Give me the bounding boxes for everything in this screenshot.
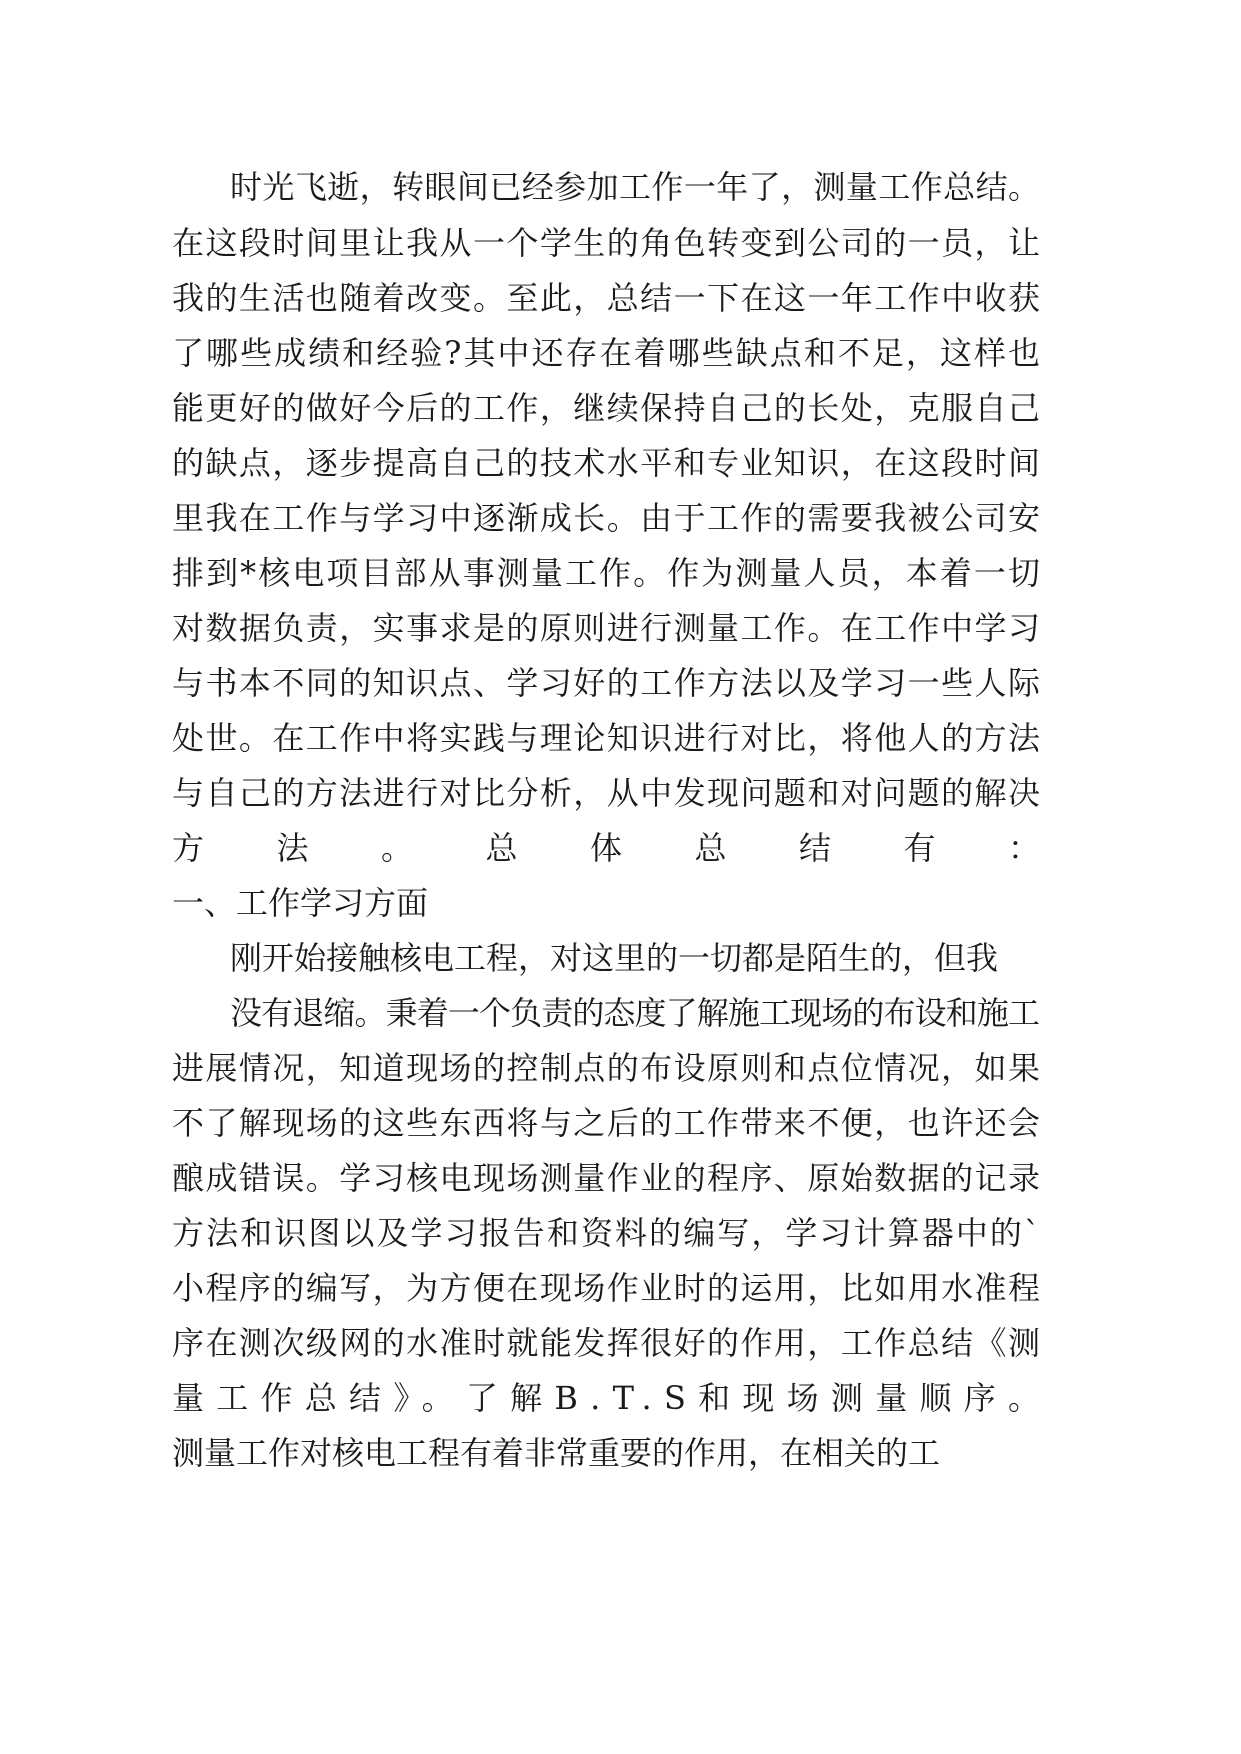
text-line-content: 能更好的做好今后的工作，继续保持自己的长处，克服自己 xyxy=(172,389,1042,427)
text-line-content: 测量工作对核电工程有着非常重要的作用，在相关的工 xyxy=(172,1434,941,1472)
text-line xyxy=(0,435,1241,491)
text-line-content: 排到*核电项目部从事测量工作。作为测量人员，本着一切 xyxy=(172,554,1043,592)
text-line xyxy=(0,1315,1241,1371)
text-line-content: 方法。总体总结有： xyxy=(172,829,1113,867)
text-line xyxy=(0,1205,1241,1261)
section-heading-text: 刚开始接触核电工程，对这里的一切都是陌生的，但我 xyxy=(230,939,999,977)
text-line xyxy=(0,325,1241,381)
text-line xyxy=(0,159,1241,215)
text-line xyxy=(0,875,1241,931)
text-line-content: 序在测次级网的水准时就能发挥很好的作用，工作总结《测 xyxy=(172,1324,1042,1362)
text-line-content: 时光飞逝，转眼间已经参加工作一年了，测量工作总结。 xyxy=(230,168,1041,206)
text-line xyxy=(0,655,1241,711)
text-line-content: 小程序的编写，为方便在现场作业时的运用，比如用水准程 xyxy=(172,1269,1042,1307)
text-line-content: 我的生活也随着改变。至此，总结一下在这一年工作中收获 xyxy=(172,279,1042,317)
text-line xyxy=(0,1482,1241,1538)
text-line xyxy=(0,270,1241,326)
text-line-content: 与自己的方法进行对比分析，从中发现问题和对问题的解决 xyxy=(172,774,1042,812)
text-line xyxy=(0,985,1241,1041)
text-line xyxy=(0,1260,1241,1316)
text-line-content: 里我在工作与学习中逐渐成长。由于工作的需要我被公司安 xyxy=(172,499,1042,537)
text-line xyxy=(0,490,1241,546)
text-line-content: 对数据负责，实事求是的原则进行测量工作。在工作中学习 xyxy=(172,609,1042,647)
text-line-content: 量工作总结》。了解B.T.S和现场测量顺序。 xyxy=(172,1379,1053,1417)
text-line-content: 处世。在工作中将实践与理论知识进行对比，将他人的方法 xyxy=(172,719,1042,757)
text-line xyxy=(0,1150,1241,1206)
text-line-content: 没有退缩。秉着一个负责的态度了解施工现场的布设和施工 xyxy=(230,994,1040,1032)
text-line xyxy=(0,1040,1241,1096)
section-heading xyxy=(0,930,1241,986)
text-line xyxy=(0,215,1241,271)
text-line-content: 方法和识图以及学习报告和资料的编写，学习计算器中的` xyxy=(172,1214,1043,1252)
text-line-content: 一、工作学习方面 xyxy=(172,884,429,922)
text-line xyxy=(0,545,1241,601)
text-line xyxy=(0,1425,1241,1481)
text-line-content: 酿成错误。学习核电现场测量作业的程序、原始数据的记录 xyxy=(172,1159,1042,1197)
text-line xyxy=(0,600,1241,656)
text-line xyxy=(0,380,1241,436)
text-line-content: 在这段时间里让我从一个学生的角色转变到公司的一员，让 xyxy=(172,224,1042,262)
text-line-content: 不了解现场的这些东西将与之后的工作带来不便，也许还会 xyxy=(172,1104,1042,1142)
text-line-content: 进展情况，知道现场的控制点的布设原则和点位情况，如果 xyxy=(172,1049,1042,1087)
text-line xyxy=(0,1370,1241,1426)
text-line-content: 的缺点，逐步提高自己的技术水平和专业知识，在这段时间 xyxy=(172,444,1042,482)
text-line xyxy=(0,765,1241,821)
text-line-content: 与书本不同的知识点、学习好的工作方法以及学习一些人际 xyxy=(172,664,1042,702)
text-line xyxy=(0,710,1241,766)
text-line-content: 了哪些成绩和经验?其中还存在着哪些缺点和不足，这样也 xyxy=(172,334,1043,372)
text-line xyxy=(0,820,1241,876)
text-line xyxy=(0,1095,1241,1151)
